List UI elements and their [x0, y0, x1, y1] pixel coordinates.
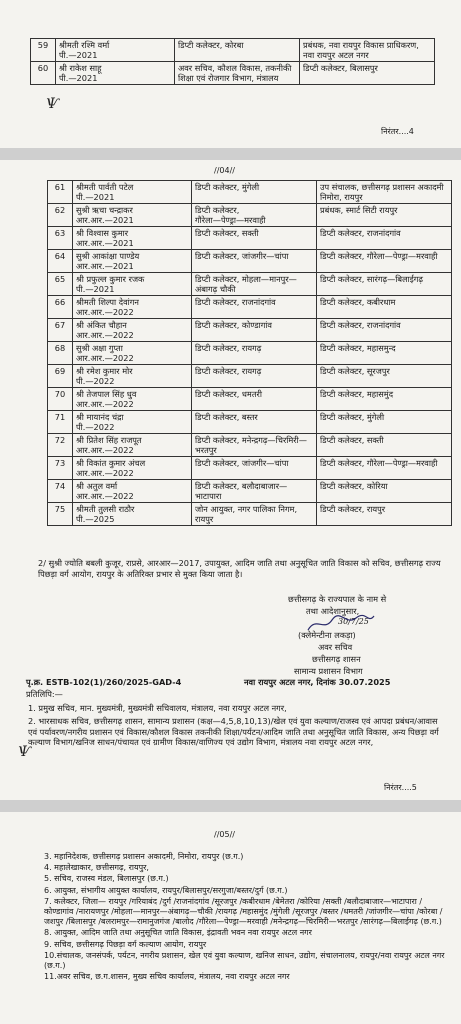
- current-posting-cell: डिप्टी कलेक्टर, सक्ती: [192, 227, 317, 250]
- table-row: [48, 296, 452, 319]
- copy-list-item: 10.संचालक, जनसंपर्क, पर्यटन, नगरीय प्रशासन, खेल एवं युवा कल्याण, खनिज साधन, उद्योग, संचालनालय, रायपुर/नवा रायपुर अटल नगर (छ.ग.): [44, 950, 445, 971]
- table-row: [48, 388, 452, 411]
- officer-name-cell: श्री विकांत कुमार अंचल आर.आर.—2022: [73, 457, 192, 480]
- table-row: [31, 39, 435, 62]
- current-posting-cell: डिप्टी कलेक्टर, बलौदाबाजार—भाटापारा: [192, 480, 317, 503]
- new-posting-cell: डिप्टी कलेक्टर, कबीरधाम: [317, 296, 452, 319]
- serial-number-cell: 70: [48, 388, 73, 411]
- serial-number-cell: 59: [31, 39, 56, 62]
- new-posting-cell: डिप्टी कलेक्टर, सक्ती: [317, 434, 452, 457]
- serial-number-cell: 65: [48, 273, 73, 296]
- new-posting-cell: डिप्टी कलेक्टर, बिलासपुर: [300, 62, 435, 85]
- officer-name-cell: सुश्री आकांक्षा पाण्डेय आर.आर.—2021: [73, 250, 192, 273]
- page-header: //04//: [214, 166, 235, 175]
- document-page-3-bottom: [0, 0, 461, 148]
- current-posting-cell: डिप्टी कलेक्टर, गौरेला—पेण्ड्रा—मरवाही: [192, 204, 317, 227]
- current-posting-cell: डिप्टी कलेक्टर, राजनांदगांव: [192, 296, 317, 319]
- document-page-5: [0, 812, 461, 1024]
- current-posting-cell: डिप्टी कलेक्टर, रायगढ़: [192, 342, 317, 365]
- new-posting-cell: डिप्टी कलेक्टर, राजनांदगांव: [317, 227, 452, 250]
- table-row: [48, 411, 452, 434]
- paragraph-2: 2/ सुश्री ज्योति बबली कुजूर, राप्रसे, आरआर—2017, उपायुक्त, आदिम जाति तथा अनुसूचित जाति विकास को सचिव, छत्तीसगढ़ राज्य पिछड़ा वर्ग आयोग, रायपुर के अतिरिक्त प्रभार से मुक्त किया जाता है।: [38, 558, 441, 579]
- page-gap: [0, 800, 461, 812]
- new-posting-cell: डिप्टी कलेक्टर, महासमुंद: [317, 388, 452, 411]
- new-posting-cell: प्रबंधक, स्मार्ट सिटी रायपुर: [317, 204, 452, 227]
- current-posting-cell: डिप्टी कलेक्टर, कोरबा: [175, 39, 300, 62]
- copy-list-item: 5. सचिव, राजस्व मंडल, बिलासपुर (छ.ग.): [44, 874, 169, 884]
- table-row: [48, 227, 452, 250]
- copy-list-item: 7. कलेक्टर, जिला— रायपुर /गरियाबंद /दुर्ग /राजनांदगांव /सूरजपुर /कबीरधाम /बेमेतरा /कोरिया /सक्ती /बलौदाबाजार—भाटापारा /कोण्डागांव /नारायणपुर /मोहला—मानपुर—अंबागढ़—चौकी /रायगढ़ /महासमुंद /मुंगेली /सूरजपुर /बस्तर /धमतरी /जांजगीर—चांपा /कोरबा /जशपुर /बिलासपुर /बलरामपुर—रामानुजगंज /बालोद /गौरेला—पेण्ड्रा—मरवाही /मनेन्द्रगढ़—चिरमिरी—भरतपुर /सारंगढ़—बिलाईगढ़ (छ.ग.): [44, 896, 443, 927]
- copy-item-1: 1. प्रमुख सचिव, मान. मुख्यमंत्री, मुख्यमंत्री सचिवालय, मंत्रालय, नवा रायपुर अटल नगर,: [28, 703, 287, 713]
- copy-list-item: 4. महालेखाकार, छत्तीसगढ़, रायपुर,: [44, 863, 149, 873]
- current-posting-cell: डिप्टी कलेक्टर, धमतरी: [192, 388, 317, 411]
- officer-name-cell: श्री मायानंद चंद्रा पी.—2022: [73, 411, 192, 434]
- new-posting-cell: डिप्टी कलेक्टर, राजनांदगांव: [317, 319, 452, 342]
- table-row: [31, 62, 435, 85]
- page-gap: [0, 148, 461, 160]
- table-row: [48, 480, 452, 503]
- officer-name-cell: श्री रमेश कुमार मोर पी.—2022: [73, 365, 192, 388]
- copy-list-item: 6. आयुक्त, संभागीय आयुक्त कार्यालय, रायपुर/बिलासपुर/सरगुजा/बस्तर/दुर्ग (छ.ग.): [44, 885, 288, 895]
- current-posting-cell: डिप्टी कलेक्टर, जांजगीर—चांपा: [192, 457, 317, 480]
- table-row: [48, 204, 452, 227]
- signature-date: 30/7/25: [338, 617, 369, 626]
- transfer-table-page3: [30, 38, 435, 85]
- serial-number-cell: 62: [48, 204, 73, 227]
- new-posting-cell: डिप्टी कलेक्टर, गौरेला—पेण्ड्रा—मरवाही: [317, 250, 452, 273]
- handwritten-initial: Ѱ: [18, 744, 32, 760]
- officer-name-cell: श्री विश्वास कुमार आर.आर.—2021: [73, 227, 192, 250]
- copy-list-item: 9. सचिव, छत्तीसगढ़ पिछड़ा वर्ग कल्याण आयोग, रायपुर: [44, 939, 207, 949]
- table-row: [48, 342, 452, 365]
- new-posting-cell: डिप्टी कलेक्टर, महासमुन्द: [317, 342, 452, 365]
- document-page-4: [0, 160, 461, 800]
- officer-name-cell: सुश्री अक्षा गुप्ता आर.आर.—2022: [73, 342, 192, 365]
- officer-name-cell: श्रीमती तुलसी राठौर पी.—2025: [73, 503, 192, 526]
- officer-name-cell: श्री अतुल वर्मा आर.आर.—2022: [73, 480, 192, 503]
- serial-number-cell: 74: [48, 480, 73, 503]
- table-row: [48, 434, 452, 457]
- serial-number-cell: 67: [48, 319, 73, 342]
- order-line: तथा आदेशानुसार,: [306, 606, 360, 616]
- table-row: [48, 503, 452, 526]
- serial-number-cell: 73: [48, 457, 73, 480]
- new-posting-cell: उप संचालक, छत्तीसगढ़ प्रशासन अकादमी निमोरा, रायपुर: [317, 181, 452, 204]
- serial-number-cell: 63: [48, 227, 73, 250]
- current-posting-cell: डिप्टी कलेक्टर, मोहला—मानपुर—अंबागढ़ चौकी: [192, 273, 317, 296]
- current-posting-cell: डिप्टी कलेक्टर, मनेन्द्रगढ़—चिरमिरी—भरतपुर: [192, 434, 317, 457]
- new-posting-cell: डिप्टी कलेक्टर, सारंगढ़—बिलाईगढ़: [317, 273, 452, 296]
- table-row: [48, 181, 452, 204]
- department-name: सामान्य प्रशासन विभाग: [294, 666, 363, 676]
- table-row: [48, 457, 452, 480]
- current-posting-cell: डिप्टी कलेक्टर, कोण्डागांव: [192, 319, 317, 342]
- signatory-designation: अवर सचिव: [318, 642, 353, 652]
- copy-to-heading: प्रतिलिपि:—: [26, 689, 63, 699]
- current-posting-cell: अवर सचिव, कौशल विकास, तकनीकी शिक्षा एवं रोजगार विभाग, मंत्रालय: [175, 62, 300, 85]
- new-posting-cell: डिप्टी कलेक्टर, मुंगेली: [317, 411, 452, 434]
- officer-name-cell: श्रीमती रश्मि वर्मा पी.—2021: [56, 39, 175, 62]
- officer-name-cell: श्री प्रितेश सिंह राजपूत आर.आर.—2022: [73, 434, 192, 457]
- serial-number-cell: 68: [48, 342, 73, 365]
- continued-marker: निरंतर....4: [381, 127, 414, 136]
- reference-number: पृ.क्र. ESTB-102(1)/260/2025-GAD-4: [26, 677, 182, 687]
- officer-name-cell: सुश्री ऋचा चन्द्राकर आर.आर.—2021: [73, 204, 192, 227]
- table-row: [48, 365, 452, 388]
- current-posting-cell: डिप्टी कलेक्टर, बस्तर: [192, 411, 317, 434]
- officer-name-cell: श्री प्रफुल्ल कुमार रजक पी.—2021: [73, 273, 192, 296]
- serial-number-cell: 69: [48, 365, 73, 388]
- officer-name-cell: श्री राकेश साहू पी.—2021: [56, 62, 175, 85]
- government-name: छत्तीसगढ़ शासन: [312, 654, 361, 664]
- current-posting-cell: डिप्टी कलेक्टर, जांजगीर—चांपा: [192, 250, 317, 273]
- transfer-table-page4: [47, 180, 452, 526]
- officer-name-cell: श्रीमती शिल्पा देवांगन आर.आर.—2022: [73, 296, 192, 319]
- officer-name-cell: श्री तेजपाल सिंह धुव आर.आर.—2022: [73, 388, 192, 411]
- table-row: [48, 319, 452, 342]
- new-posting-cell: प्रबंधक, नवा रायपुर विकास प्राधिकरण, नवा रायपुर अटल नगर: [300, 39, 435, 62]
- serial-number-cell: 72: [48, 434, 73, 457]
- serial-number-cell: 64: [48, 250, 73, 273]
- place-and-date: नवा रायपुर अटल नगर, दिनांक 30.07.2025: [244, 677, 391, 687]
- serial-number-cell: 60: [31, 62, 56, 85]
- governor-line: छत्तीसगढ़ के राज्यपाल के नाम से: [288, 594, 387, 604]
- current-posting-cell: डिप्टी कलेक्टर, रायगढ़: [192, 365, 317, 388]
- handwritten-initial: Ѱ: [46, 96, 60, 112]
- serial-number-cell: 71: [48, 411, 73, 434]
- new-posting-cell: डिप्टी कलेक्टर, रायपुर: [317, 503, 452, 526]
- copy-item-2: 2. भारसाधक सचिव, छत्तीसगढ़ शासन, सामान्य प्रशासन (कक्ष—4,5,8,10,13)/खेल एवं युवा कल्याण/राजस्व एवं आपदा प्रबंधन/आवास एवं पर्यावरण/नगरीय प्रशासन एवं विकास/कौशल विकास तकनीकी शिक्षा/पर्यटन/आदिम जाति तथा अनुसूचित जाति विकास, अन्य पिछड़ा वर्ग कल्याण विभाग/खनिज साधन/पंचायत एवं ग्रामीण विकास/वाणिज्य एवं उद्योग विभाग, मंत्रालय नवा रायपुर अटल नगर,: [28, 716, 439, 747]
- copy-list-item: 3. महानिदेशक, छत्तीसगढ़ प्रशासन अकादमी, निमोरा, रायपुर (छ.ग.): [44, 852, 244, 861]
- serial-number-cell: 66: [48, 296, 73, 319]
- signatory-name: (क्लेमेन्टीना लकड़ा): [298, 630, 356, 640]
- new-posting-cell: डिप्टी कलेक्टर, कोरिया: [317, 480, 452, 503]
- copy-list-item: 11.अवर सचिव, छ.ग.शासन, मुख्य सचिव कार्यालय, मंत्रालय, नवा रायपुर अटल नगर: [44, 972, 290, 982]
- officer-name-cell: श्रीमती पार्वती पटेल पी.—2021: [73, 181, 192, 204]
- officer-name-cell: श्री अंकित चौहान आर.आर.—2022: [73, 319, 192, 342]
- current-posting-cell: जोन आयुक्त, नगर पालिका निगम, रायपुर: [192, 503, 317, 526]
- new-posting-cell: डिप्टी कलेक्टर, गौरेला—पेण्ड्रा—मरवाही: [317, 457, 452, 480]
- current-posting-cell: डिप्टी कलेक्टर, मुंगेली: [192, 181, 317, 204]
- serial-number-cell: 75: [48, 503, 73, 526]
- page-header: //05//: [214, 830, 235, 839]
- table-row: [48, 273, 452, 296]
- copy-list-item: 8. आयुक्त, आदिम जाति तथा अनुसूचित जाति विकास, इंद्रावती भवन नवा रायपुर अटल नगर: [44, 928, 312, 938]
- serial-number-cell: 61: [48, 181, 73, 204]
- copy-to-list: [44, 852, 448, 983]
- continued-marker: निरंतर....5: [384, 783, 417, 792]
- table-row: [48, 250, 452, 273]
- new-posting-cell: डिप्टी कलेक्टर, सूरजपुर: [317, 365, 452, 388]
